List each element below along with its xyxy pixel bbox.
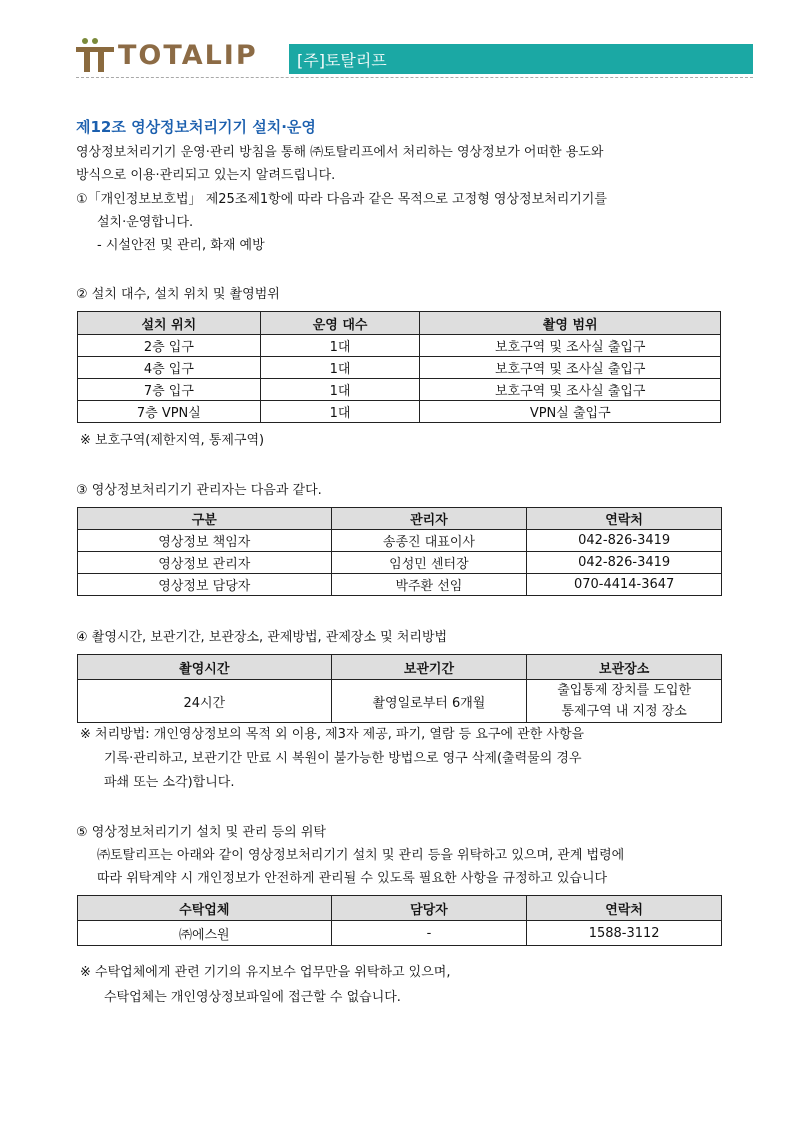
- table-cell: 박주환 선임: [331, 574, 527, 596]
- section5-note-line-1: ※ 수탁업체에게 관련 기기의 유지보수 업무만을 위탁하고 있으며,: [80, 965, 451, 980]
- table-cell: 1대: [260, 401, 420, 423]
- table-cell: 7층 입구: [78, 379, 261, 401]
- table-row: [78, 357, 721, 379]
- storage-place-line-1: 출입통제 장치를 도입한: [557, 683, 692, 698]
- logo-figure-icon: [76, 38, 116, 72]
- table-cell: 2층 입구: [78, 335, 261, 357]
- table-cell: ㈜에스원: [78, 921, 332, 946]
- table-cell: 7층 VPN실: [78, 401, 261, 423]
- table-header: 촬영시간: [78, 655, 332, 680]
- installation-table: [77, 311, 721, 423]
- table-header: 연락처: [527, 896, 722, 921]
- table-cell: [527, 680, 722, 723]
- section5-text-line-2: 따라 위탁계약 시 개인정보가 안전하게 관리될 수 있도록 필요한 사항을 규정하고 있습니다: [97, 871, 608, 886]
- table-cell: VPN실 출입구: [420, 401, 721, 423]
- table-row: [78, 335, 721, 357]
- table-row: [78, 921, 722, 946]
- table-cell: 1588-3112: [527, 921, 722, 946]
- section5-text-line-1: ㈜토탈리프는 아래와 같이 영상정보처리기기 설치 및 관리 등을 위탁하고 있으며, 관계 법령에: [97, 848, 625, 863]
- table-cell: 촬영일로부터 6개월: [331, 680, 527, 723]
- table-cell: 보호구역 및 조사실 출입구: [420, 335, 721, 357]
- section4-note-line-1: ※ 처리방법: 개인영상정보의 목적 외 이용, 제3자 제공, 파기, 열람 등 요구에 관한 사항을: [80, 727, 585, 742]
- intro-line-2: 방식으로 이용·관리되고 있는지 알려드립니다.: [76, 168, 336, 183]
- intro-line-1: 영상정보처리기기 운영·관리 방침을 통해 ㈜토탈리프에서 처리하는 영상정보가 어떠한 용도와: [76, 145, 604, 160]
- contractor-table: [77, 895, 722, 946]
- table-header: 수탁업체: [78, 896, 332, 921]
- table-cell: 042-826-3419: [527, 552, 722, 574]
- table-header: 설치 위치: [78, 312, 261, 335]
- logo-text: TOTALIP: [118, 39, 258, 71]
- header-divider: [76, 77, 753, 78]
- table-header: 촬영 범위: [420, 312, 721, 335]
- table-cell: 070-4414-3647: [527, 574, 722, 596]
- item1-line-2: 설치·운영합니다.: [97, 215, 194, 230]
- manager-table: [77, 507, 722, 596]
- table-row: [78, 680, 722, 723]
- retention-table: [77, 654, 722, 723]
- section2-heading: ② 설치 대수, 설치 위치 및 촬영범위: [76, 287, 280, 302]
- section4-note-line-2: 기록·관리하고, 보관기간 만료 시 복원이 불가능한 방법으로 영구 삭제(출력물의 경우: [104, 751, 582, 766]
- table-header: 운영 대수: [260, 312, 420, 335]
- table-cell: -: [331, 921, 527, 946]
- table-header: 보관기간: [331, 655, 527, 680]
- section5-heading: ⑤ 영상정보처리기기 설치 및 관리 등의 위탁: [76, 825, 326, 840]
- table-row: [78, 379, 721, 401]
- table-row: [78, 401, 721, 423]
- section3-heading: ③ 영상정보처리기기 관리자는 다음과 같다.: [76, 483, 322, 498]
- table-row: [78, 530, 722, 552]
- item1-purpose: - 시설안전 및 관리, 화재 예방: [97, 238, 265, 253]
- section4-heading: ④ 촬영시간, 보관기간, 보관장소, 관제방법, 관제장소 및 처리방법: [76, 630, 448, 645]
- table-cell: 1대: [260, 357, 420, 379]
- table-header: 구분: [78, 508, 332, 530]
- table-header: 연락처: [527, 508, 722, 530]
- table-header: 관리자: [331, 508, 527, 530]
- table-cell: 1대: [260, 379, 420, 401]
- company-name-bar: [289, 44, 753, 74]
- item1-line-1: ①「개인정보보호법」 제25조제1항에 따라 다음과 같은 목적으로 고정형 영상정보처리기기를: [76, 192, 607, 207]
- page-header: [76, 34, 753, 78]
- table-cell: 보호구역 및 조사실 출입구: [420, 379, 721, 401]
- company-name: [주]토탈리프: [297, 51, 387, 70]
- company-logo: [76, 38, 258, 72]
- table-header: 담당자: [331, 896, 527, 921]
- section4-note-line-3: 파쇄 또는 소각)합니다.: [104, 775, 235, 790]
- table-cell: 영상정보 담당자: [78, 574, 332, 596]
- table-cell: 송종진 대표이사: [331, 530, 527, 552]
- table-cell: 영상정보 책임자: [78, 530, 332, 552]
- table-cell: 4층 입구: [78, 357, 261, 379]
- table-cell: 1대: [260, 335, 420, 357]
- table-row: [78, 574, 722, 596]
- table-row: [78, 552, 722, 574]
- table-cell: 24시간: [78, 680, 332, 723]
- table-cell: 임성민 센터장: [331, 552, 527, 574]
- table-cell: 영상정보 관리자: [78, 552, 332, 574]
- table-cell: 042-826-3419: [527, 530, 722, 552]
- article-title: 제12조 영상정보처리기기 설치·운영: [76, 118, 316, 136]
- section5-note-line-2: 수탁업체는 개인영상정보파일에 접근할 수 없습니다.: [104, 990, 401, 1005]
- table-header: 보관장소: [527, 655, 722, 680]
- section2-note: ※ 보호구역(제한지역, 통제구역): [80, 433, 265, 448]
- storage-place-line-2: 통제구역 내 지정 장소: [561, 704, 687, 719]
- table-cell: 보호구역 및 조사실 출입구: [420, 357, 721, 379]
